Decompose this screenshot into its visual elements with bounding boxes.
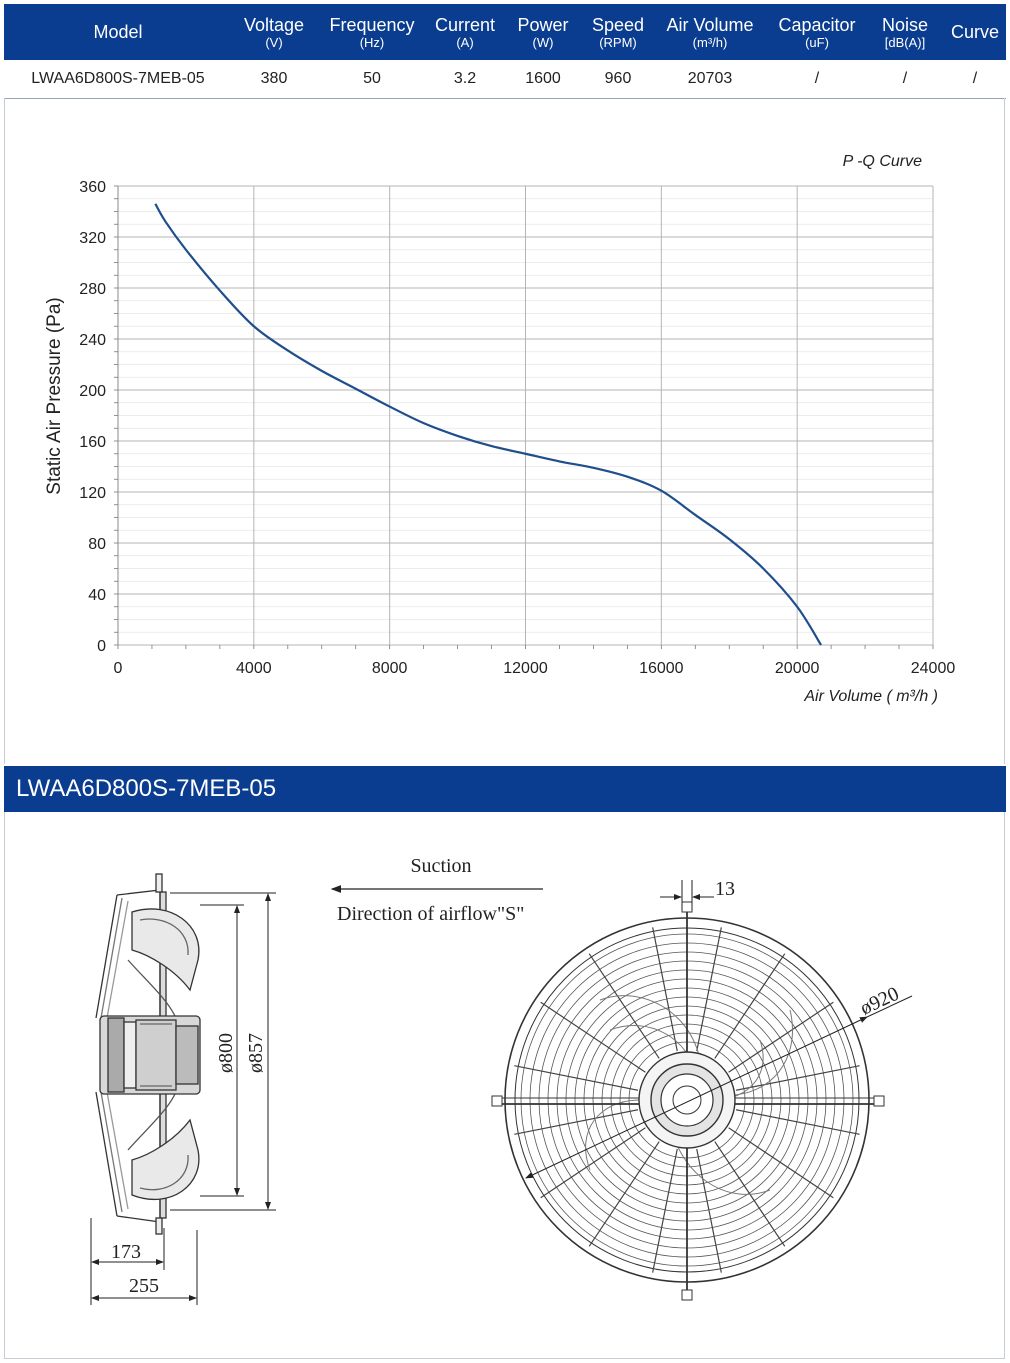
y-tick-label: 40	[88, 587, 106, 604]
cell-speed: 960	[604, 70, 632, 87]
header-voltage: Voltage (V)	[243, 14, 305, 50]
x-tick-label: 20000	[774, 660, 820, 677]
banner-model-name: LWAA6D800S-7MEB-05	[16, 775, 277, 802]
header-power: Power (W)	[517, 14, 569, 50]
y-tick-label: 0	[97, 638, 106, 655]
header-air-volume: Air Volume (m³/h)	[666, 14, 754, 50]
x-tick-label: 0	[113, 660, 123, 677]
fan-side-view	[96, 874, 200, 1234]
dimension-857: ø857	[245, 1033, 267, 1073]
cell-voltage: 380	[260, 70, 288, 87]
header-current: Current (A)	[434, 14, 496, 50]
y-tick-label: 160	[79, 434, 106, 451]
cell-noise: /	[902, 70, 908, 87]
cell-model: LWAA6D800S-7MEB-05	[31, 70, 205, 87]
header-frequency: Frequency (Hz)	[329, 14, 415, 50]
y-tick-label: 360	[79, 179, 106, 196]
chart-title: P -Q Curve	[842, 153, 922, 170]
airflow-direction-label: Direction of airflow"S"	[337, 903, 525, 925]
cell-air-volume: 20703	[687, 70, 733, 87]
x-tick-label: 16000	[639, 660, 684, 677]
x-tick-label: 12000	[503, 660, 548, 677]
y-tick-label: 320	[79, 230, 106, 247]
header-capacitor: Capacitor (uF)	[778, 14, 856, 50]
y-tick-label: 200	[79, 383, 106, 400]
x-axis-label: Air Volume ( m³/h )	[804, 688, 938, 705]
y-axis-label: Static Air Pressure (Pa)	[44, 297, 65, 495]
cell-power: 1600	[525, 70, 561, 87]
cell-current: 3.2	[453, 70, 477, 87]
y-tick-label: 240	[79, 332, 106, 349]
cell-curve: /	[972, 70, 978, 87]
cell-capacitor: /	[814, 70, 820, 87]
y-tick-label: 280	[79, 281, 106, 298]
dimension-173: 173	[111, 1241, 141, 1263]
x-tick-label: 24000	[910, 660, 956, 677]
dimension-920: ø920	[856, 982, 903, 1020]
cell-frequency: 50	[363, 70, 381, 87]
header-noise: Noise [dB(A)]	[881, 14, 929, 50]
suction-label: Suction	[410, 855, 472, 877]
y-tick-label: 80	[88, 536, 106, 553]
x-tick-label: 8000	[371, 660, 408, 677]
y-tick-label: 120	[79, 485, 106, 502]
dimension-13: 13	[715, 878, 735, 900]
x-tick-label: 4000	[236, 660, 272, 677]
dimension-800: ø800	[215, 1033, 237, 1073]
dimension-255: 255	[129, 1275, 159, 1297]
header-curve: Curve	[950, 22, 999, 42]
header-model: Model	[93, 22, 143, 42]
header-speed: Speed (RPM)	[591, 14, 645, 50]
